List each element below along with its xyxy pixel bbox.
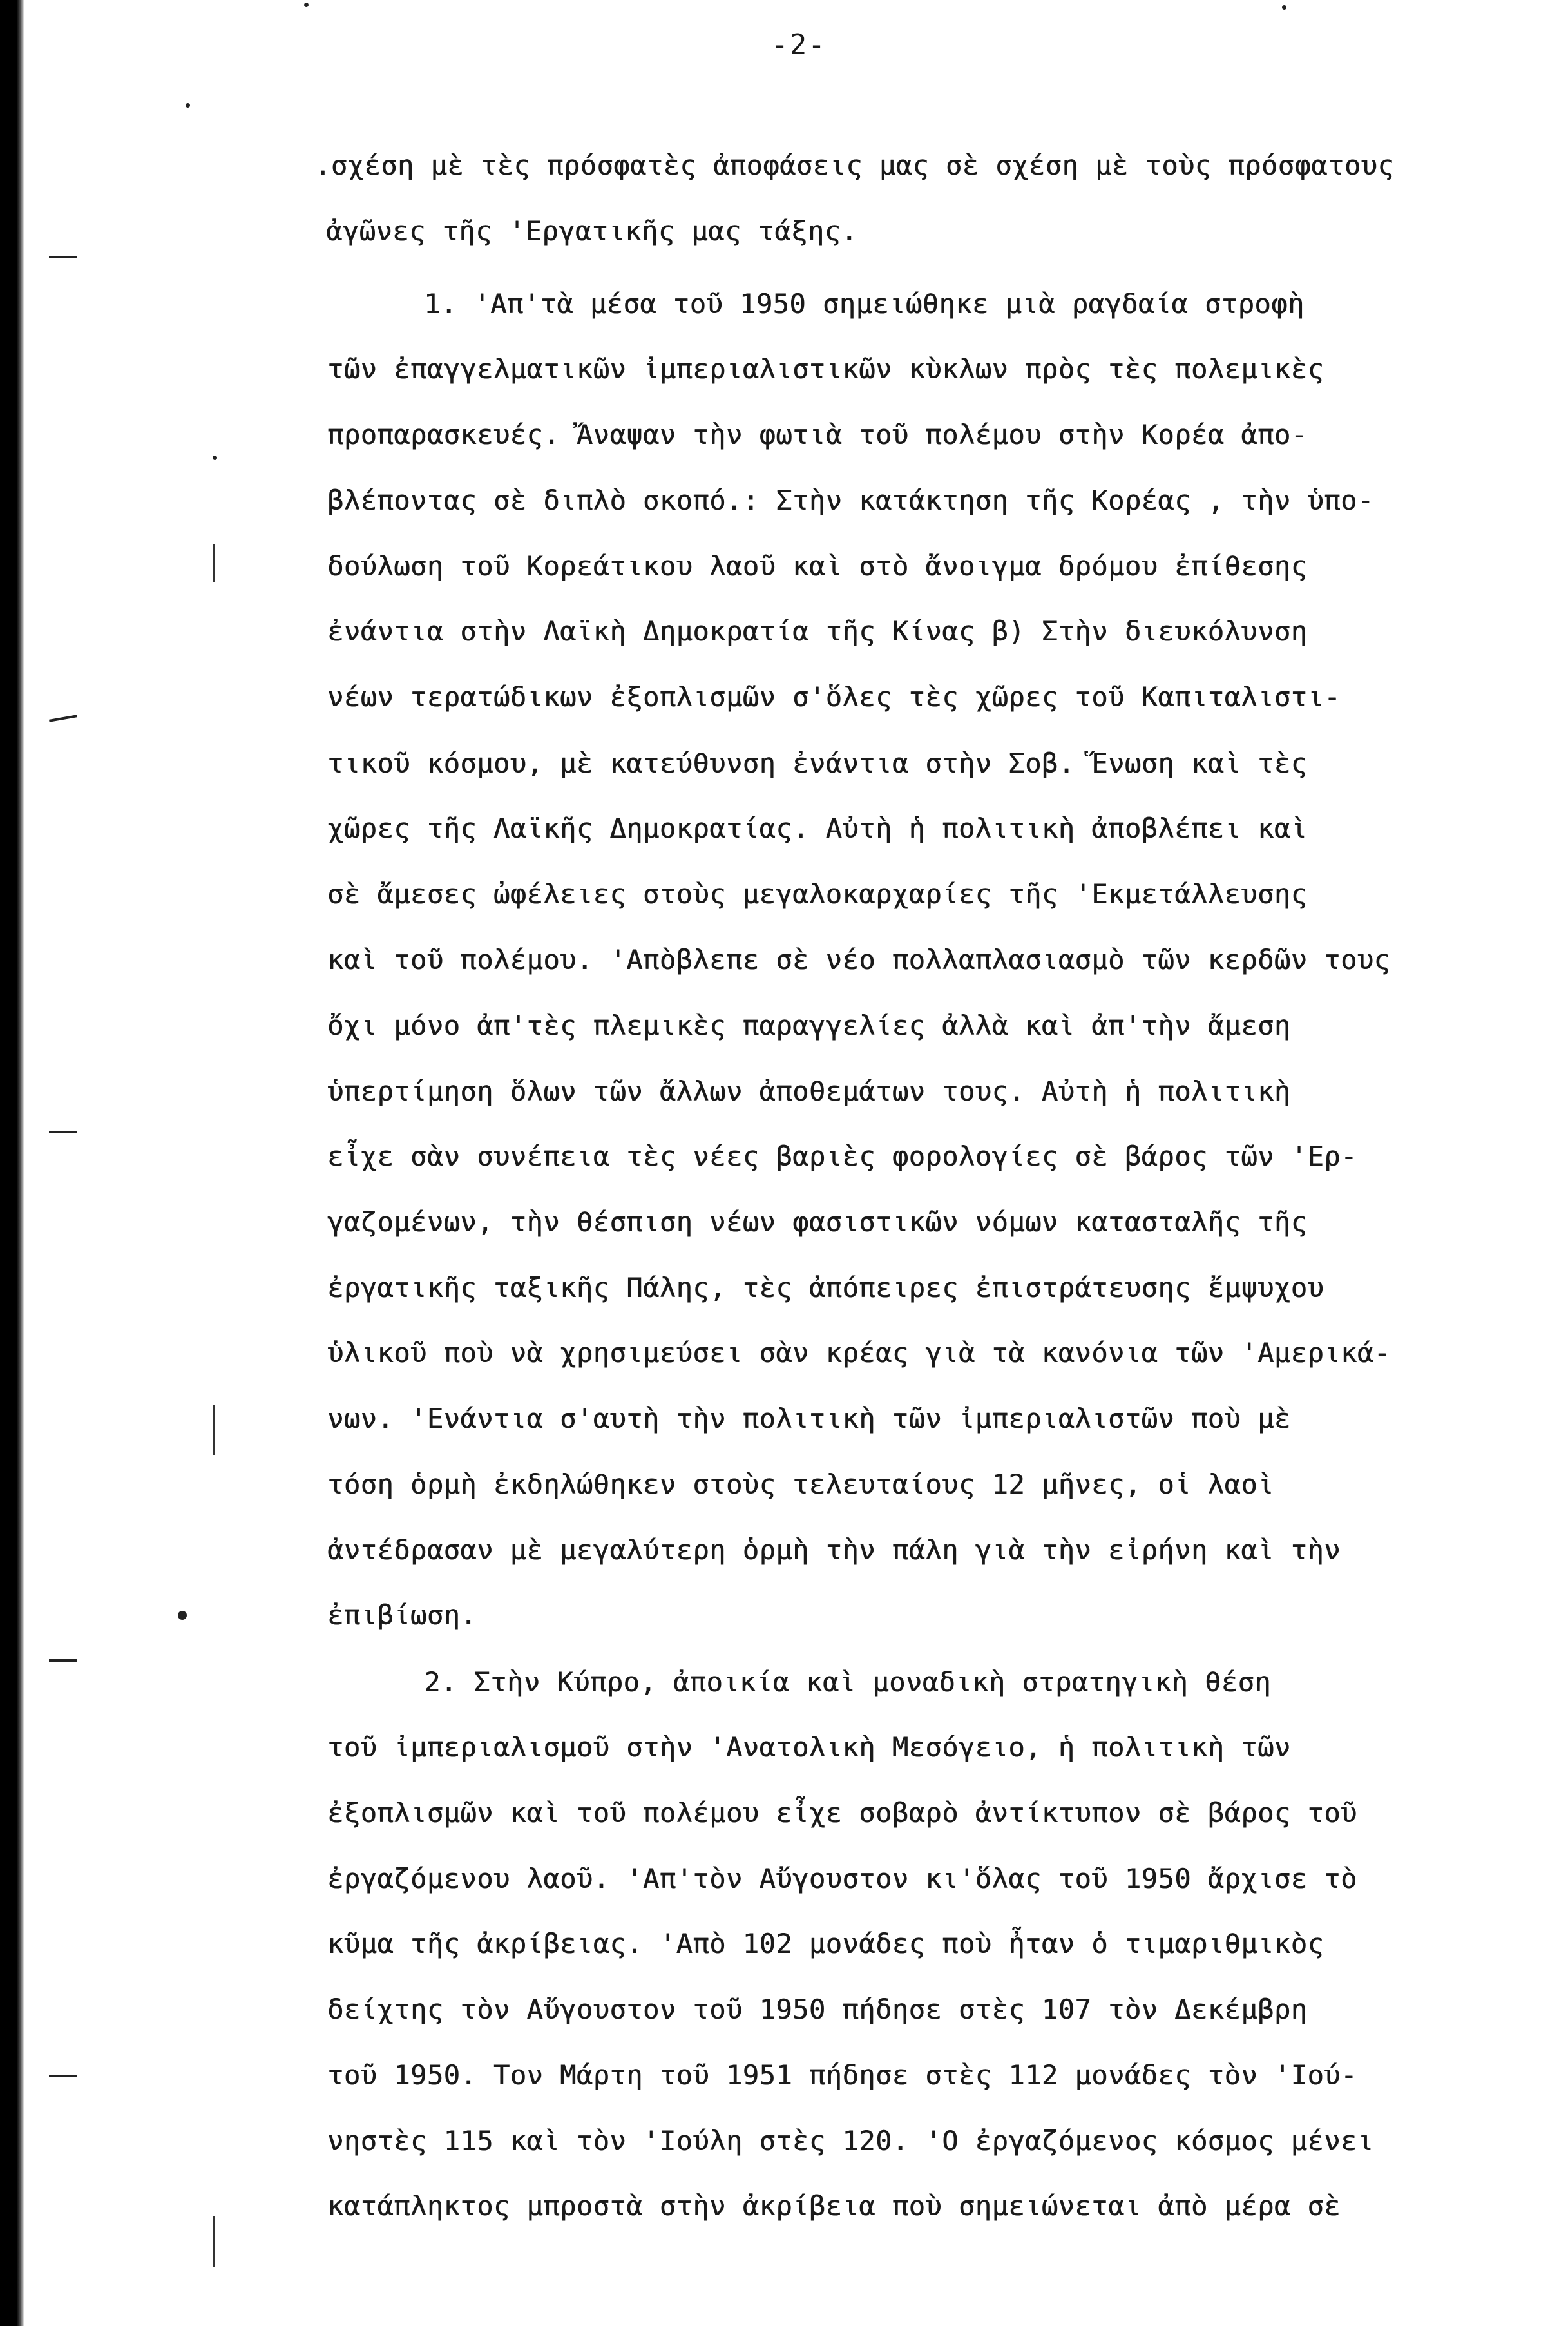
text-line: δούλωση τοῦ Κορεάτικου λαοῦ καὶ στὸ ἄνοιγμα δρόμου ἐπίθεσης (327, 550, 1308, 582)
text-line: ὑπερτίμηση ὅλων τῶν ἄλλων ἀποθεμάτων τους. Αὐτὴ ἡ πολιτικὴ (327, 1075, 1291, 1107)
margin-dot (213, 456, 217, 460)
text-line: χῶρες τῆς Λαϊκῆς Δημοκρατίας. Αὐτὴ ἡ πολιτικὴ ἀποβλέπει καὶ (327, 812, 1308, 844)
text-line: δείχτης τὸν Αὔγουστον τοῦ 1950 πήδησε στὲς 107 τὸν Δεκέμβρη (327, 1994, 1308, 2025)
margin-dot (178, 1611, 187, 1620)
text-line: 1. 'Απ'τὰ μέσα τοῦ 1950 σημειώθηκε μιὰ ραγδαία στροφὴ (424, 288, 1305, 320)
text-line: ἀντέδρασαν μὲ μεγαλύτερη ὁρμὴ τὴν πάλη γιὰ τὴν εἰρήνη καὶ τὴν (327, 1534, 1341, 1566)
text-line: βλέποντας σὲ διπλὸ σκοπό.: Στὴν κατάκτηση τῆς Κορέας , τὴν ὑπο- (327, 485, 1374, 516)
text-line: νων. 'Ενάντια σ'αυτὴ τὴν πολιτικὴ τῶν ἰμπεριαλιστῶν ποὺ μὲ (327, 1403, 1291, 1434)
text-line: τικοῦ κόσμου, μὲ κατεύθυνση ἐνάντια στὴν Σοβ. Ἕνωση καὶ τὲς (327, 747, 1308, 779)
text-line: ἐργαζόμενου λαοῦ. 'Απ'τὸν Αὔγουστον κι'ὅλας τοῦ 1950 ἄρχισε τὸ (327, 1863, 1357, 1894)
scan-edge (0, 0, 24, 2326)
text-line: ἐπιβίωση. (327, 1599, 477, 1631)
margin-line (213, 2216, 215, 2267)
text-line: κατάπληκτος μπροστὰ στὴν ἀκρίβεια ποὺ σημειώνεται ἀπὸ μέρα σὲ (327, 2190, 1341, 2222)
text-line: 2. Στὴν Κύπρο, ἀποικία καὶ μοναδικὴ στρατηγικὴ θέση (424, 1666, 1272, 1698)
margin-line (213, 544, 215, 582)
page-number: -2- (771, 28, 827, 61)
text-line: ἐργατικῆς ταξικῆς Πάλης, τὲς ἀπόπειρες ἐπιστράτευσης ἔμψυχου (327, 1272, 1324, 1303)
text-line: τῶν ἐπαγγελματικῶν ἰμπεριαλιστικῶν κὺκλων πρὸς τὲς πολεμικὲς (327, 353, 1324, 385)
margin-mark (49, 1659, 77, 1662)
margin-dot (1282, 5, 1286, 10)
text-line: τόση ὁρμὴ ἐκδηλώθηκεν στοὺς τελευταίους 12 μῆνες, οἱ λαοὶ (327, 1468, 1274, 1500)
text-line: ὑλικοῦ ποὺ νὰ χρησιμεύσει σὰν κρέας γιὰ τὰ κανόνια τῶν 'Αμερικά- (327, 1337, 1391, 1369)
margin-mark (49, 1131, 77, 1133)
text-line: σὲ ἄμεσες ὠφέλειες στοὺς μεγαλοκαρχαρίες τῆς 'Εκμετάλλευσης (327, 878, 1308, 910)
text-line: εἶχε σὰν συνέπεια τὲς νέες βαριὲς φορολογίες σὲ βάρος τῶν 'Ερ- (327, 1140, 1357, 1172)
margin-line (213, 1405, 215, 1455)
text-line: ὄχι μόνο ἀπ'τὲς πλεμικὲς παραγγελίες ἀλλὰ καὶ ἀπ'τὴν ἄμεση (327, 1010, 1291, 1041)
text-line: νηστὲς 115 καὶ τὸν 'Ιούλη στὲς 120. 'Ο ἐργαζόμενος κόσμος μένει (327, 2125, 1374, 2157)
text-line: ἐνάντια στὴν Λαϊκὴ Δημοκρατία τῆς Κίνας β) Στὴν διευκόλυνση (327, 615, 1308, 647)
text-line: ἐξοπλισμῶν καὶ τοῦ πολέμου εἶχε σοβαρὸ ἀντίκτυπον σὲ βάρος τοῦ (327, 1797, 1357, 1829)
margin-mark (49, 715, 77, 722)
margin-mark (49, 256, 77, 258)
text-line: προπαρασκευές. Ἄναψαν τὴν φωτιὰ τοῦ πολέμου στὴν Κορέα ἀπο- (327, 419, 1308, 450)
margin-dot (186, 103, 190, 108)
text-line: κῦμα τῆς ἀκρίβειας. 'Απὸ 102 μονάδες ποὺ ἦταν ὁ τιμαριθμικὸς (327, 1928, 1324, 1959)
text-line: τοῦ 1950. Τον Μάρτη τοῦ 1951 πήδησε στὲς 112 μονάδες τὸν 'Ιού- (327, 2059, 1357, 2091)
margin-dot (304, 3, 309, 7)
text-line: ἀγῶνες τῆς 'Εργατικῆς μας τάξης. (326, 215, 858, 247)
text-line: τοῦ ἰμπεριαλισμοῦ στὴν 'Ανατολικὴ Μεσόγειο, ἡ πολιτικὴ τῶν (327, 1731, 1291, 1763)
text-line: καὶ τοῦ πολέμου. 'Απὸβλεπε σὲ νέο πολλαπλασιασμὸ τῶν κερδῶν τους (327, 944, 1391, 976)
text-line: νέων τερατώδικων ἐξοπλισμῶν σ'ὅλες τὲς χῶρες τοῦ Καπιταλιστι- (327, 681, 1341, 713)
margin-mark (49, 2075, 77, 2077)
text-line: .σχέση μὲ τὲς πρόσφατὲς ἀποφάσεις μας σὲ σχέση μὲ τοὺς πρόσφατους (314, 149, 1395, 181)
text-line: γαζομένων, τὴν θέσπιση νέων φασιστικῶν νόμων κατασταλῆς τῆς (327, 1206, 1308, 1238)
